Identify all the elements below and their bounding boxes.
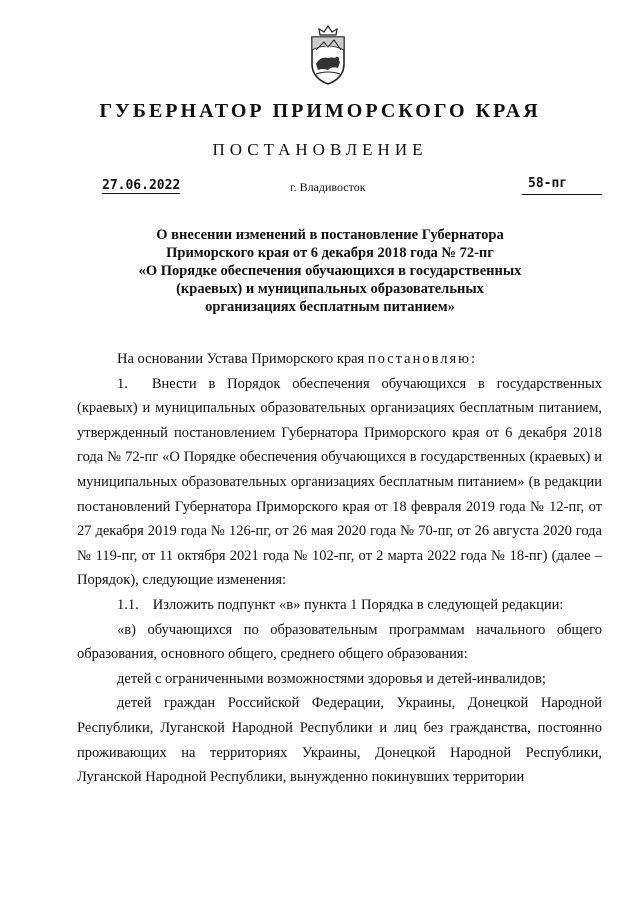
document-body [77, 347, 602, 790]
intro-paragraph [77, 347, 602, 372]
title-line: организациях бесплатным питанием» [205, 299, 455, 315]
title-line: О внесении изменений в постановление Губернатора [156, 227, 504, 243]
document-date: 27.06.2022 [102, 178, 181, 193]
title-line: «О Порядке обеспечения обучающихся в государственных [138, 263, 522, 279]
title-line: (краевых) и муниципальных образовательных [176, 281, 484, 297]
issuing-authority: ГУБЕРНАТОР ПРИМОРСКОГО КРАЯ [99, 100, 541, 122]
resolve-word: постановляю: [367, 351, 478, 367]
paragraph-1-1-text: Изложить подпункт «в» пункта 1 Порядка в следующей редакции: [152, 596, 564, 613]
intro-text: На основании Устава Приморского края [117, 351, 368, 367]
paragraph-1-1-number: 1.1. [117, 596, 139, 613]
document-type: ПОСТАНОВЛЕНИЕ [212, 140, 428, 159]
paragraph-1-text: Внести в Порядок обеспечения обучающихся в государственных (краевых) и муниципальных образовательных организациях бесплатным питанием, утвержденный постановлением Губернатора Приморского края от 6 декабря 2018 года № 72-пг «О Порядке обеспечения обучающихся в государственных (краевых) и муниципальных образовательных организациях бесплатным питанием» (в редакции постановлений Губернатора Приморского края от 18 февраля 2019 года № 12-пг, от 27 декабря 2019 года № 126-пг, от 26 мая 2020 года № 70-пг, от 26 августа 2020 года № 119-пг, от 11 октября 2021 года № 102-пг, от 2 марта 2022 года № 18-пг) (далее – Порядок), следующие изменения: [77, 375, 602, 589]
document-number: 58-пг [528, 176, 568, 191]
citizens-paragraph: детей граждан Российской Федерации, Украины, Донецкой Народной Республики, Луганской Народной Республики и лиц без гражданства, постоянно проживающих на территориях Украины, Донецкой Народной Республики, Луганской Народной Республики, вынужденно покинувших территории [77, 695, 602, 786]
paragraph-1 [77, 372, 602, 593]
subparagraph-v: «в) обучающихся по образовательным программам начального общего образования, основного общего, среднего общего образования: [77, 621, 602, 663]
document-number-line [522, 176, 602, 195]
paragraph-1-1 [77, 593, 602, 618]
paragraph-1-number: 1. [117, 375, 128, 392]
document-city: г. Владивосток [290, 180, 366, 194]
coat-of-arms-emblem [304, 24, 352, 86]
children-disabilities-paragraph: детей с ограниченными возможностями здоровья и детей-инвалидов; [117, 670, 546, 687]
document-title [80, 226, 580, 316]
title-line: Приморского края от 6 декабря 2018 года № 72-пг [166, 245, 494, 261]
